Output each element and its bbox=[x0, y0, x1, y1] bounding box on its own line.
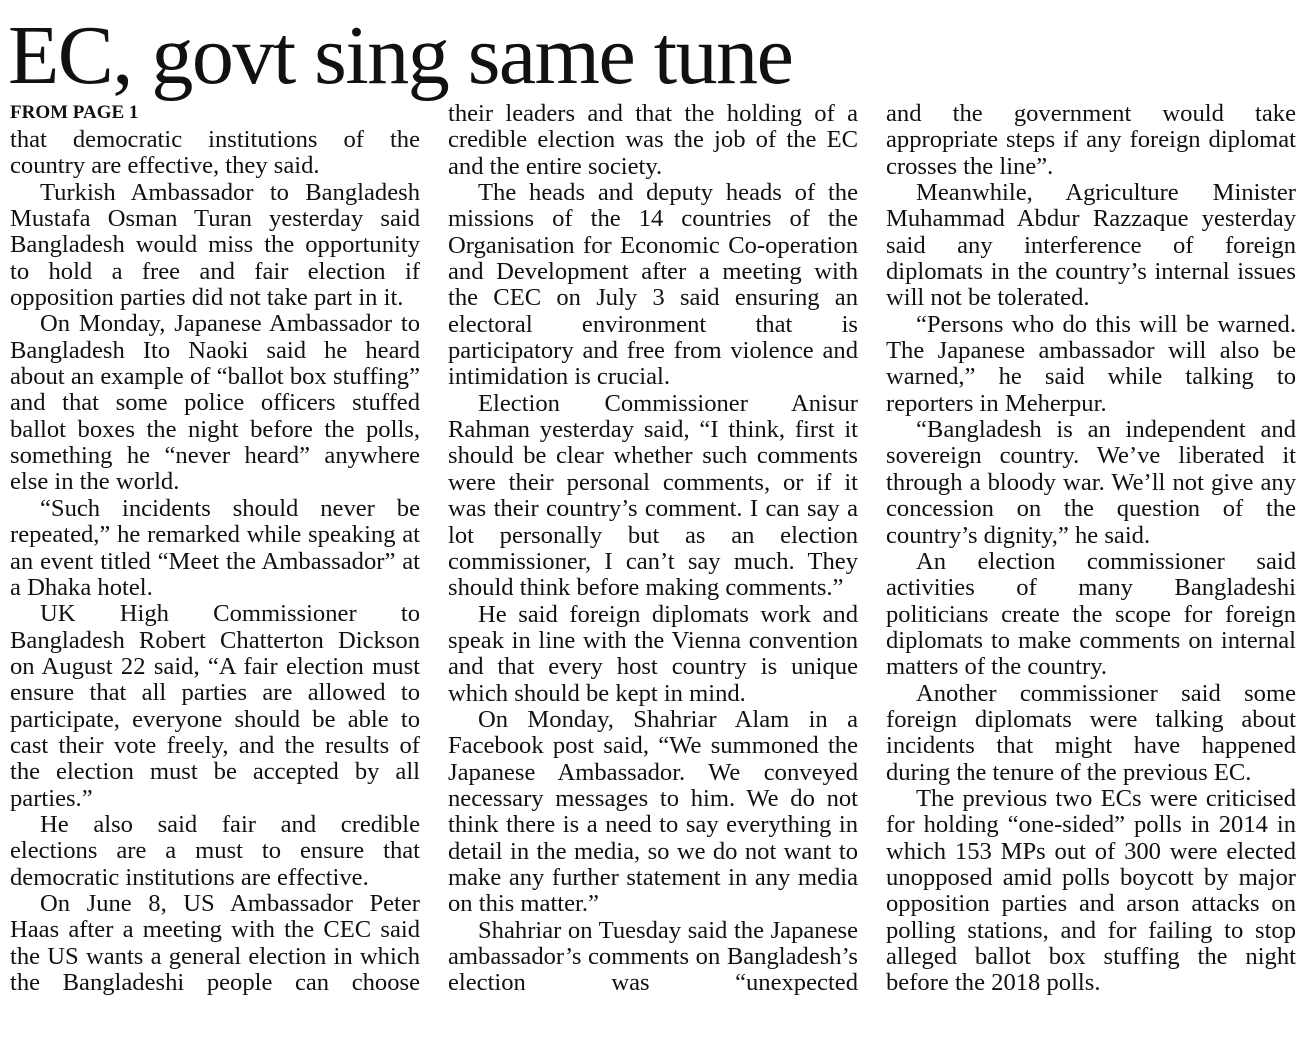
paragraph: “Persons who do this will be warned. The Japanese ambassador will also be warned,” he said while talking to reporters in Meherpur. bbox=[886, 310, 1296, 417]
article-column-2 bbox=[448, 101, 858, 997]
paragraph: “Bangladesh is an independent and sovereign country. We’ve liberated it through a bloody war. We’ll not give any concession on the question of the country’s dignity,” he said. bbox=[886, 416, 1296, 549]
article-column-1 bbox=[10, 127, 420, 996]
paragraph: An election commissioner said activities of many Bangladeshi politicians create the scope for foreign diplomats to make comments on internal matters of the country. bbox=[886, 547, 1296, 681]
paragraph: Another commissioner said some foreign diplomats were talking about incidents that might have happened during the tenure of the previous EC. bbox=[886, 679, 1296, 786]
paragraph: He also said fair and credible elections are a must to ensure that democratic institutions are effective. bbox=[10, 810, 420, 891]
paragraph: On Monday, Shahriar Alam in a Facebook post said, “We summoned the Japanese Ambassador. We conveyed necessary messages to him. We do not think there is a need to say everything in detail in the media, so we do not want to make any further statement in any media on this matter.” bbox=[448, 705, 858, 918]
headline: EC, govt sing same tune bbox=[8, 9, 793, 102]
jump-label: FROM PAGE 1 bbox=[10, 102, 139, 123]
paragraph: their leaders and that the holding of a credible election was the job of the EC and the entire society. bbox=[448, 100, 858, 180]
paragraph: He said foreign diplomats work and speak in line with the Vienna convention and that every host country is unique which should be kept in mind. bbox=[448, 600, 858, 707]
article-column-3 bbox=[886, 101, 1296, 997]
paragraph: On Monday, Japanese Ambassador to Bangladesh Ito Naoki said he heard about an example of “ballot box stuffing” and that some police officers stuffed ballot boxes the night before the polls, something he “never heard” anywhere else in the world. bbox=[10, 310, 420, 496]
paragraph: UK High Commissioner to Bangladesh Robert Chatterton Dickson on August 22 said, “A fair election must ensure that all parties are allowed to participate, everyone should be able to cast their vote freely, and the results of the election must be accepted by all parties.” bbox=[10, 600, 420, 812]
paragraph: and the government would take appropriate steps if any foreign diplomat crosses the line”. bbox=[886, 100, 1296, 180]
paragraph: “Such incidents should never be repeated,” he remarked while speaking at an event titled “Meet the Ambassador” at a Dhaka hotel. bbox=[10, 494, 420, 601]
paragraph: The heads and deputy heads of the missions of the 14 countries of the Organisation for Economic Co-operation and Development after a meeting with the CEC on July 3 said ensuring an electoral environment that is participatory and free from violence and intimidation is crucial. bbox=[448, 179, 858, 391]
paragraph: On June 8, US Ambassador Peter Haas after a meeting with the CEC said the US wants a general election in which the Bangladeshi people can choose bbox=[10, 889, 420, 996]
paragraph: Turkish Ambassador to Bangladesh Mustafa Osman Turan yesterday said Bangladesh would miss the opportunity to hold a free and fair election if opposition parties did not take part in it. bbox=[10, 178, 420, 312]
paragraph: Meanwhile, Agriculture Minister Muhammad Abdur Razzaque yesterday said any interference of foreign diplomats in the country’s internal issues will not be tolerated. bbox=[886, 179, 1296, 312]
paragraph: The previous two ECs were criticised for holding “one-sided” polls in 2014 in which 153 MPs out of 300 were elected unopposed amid polls boycott by major opposition parties and arson attacks on polling stations, and for failing to stop alleged ballot box stuffing the night before the 2018 polls. bbox=[886, 784, 1296, 997]
paragraph: Election Commissioner Anisur Rahman yesterday said, “I think, first it should be clear whether such comments were their personal comments, or if it was their country’s comment. I can say a lot personally but as an election commissioner, I can’t say much. They should think before making comments.” bbox=[448, 389, 858, 602]
paragraph: that democratic institutions of the country are effective, they said. bbox=[10, 126, 420, 180]
paragraph: Shahriar on Tuesday said the Japanese ambassador’s comments on Bangladesh’s election was “unexpected bbox=[448, 916, 858, 997]
